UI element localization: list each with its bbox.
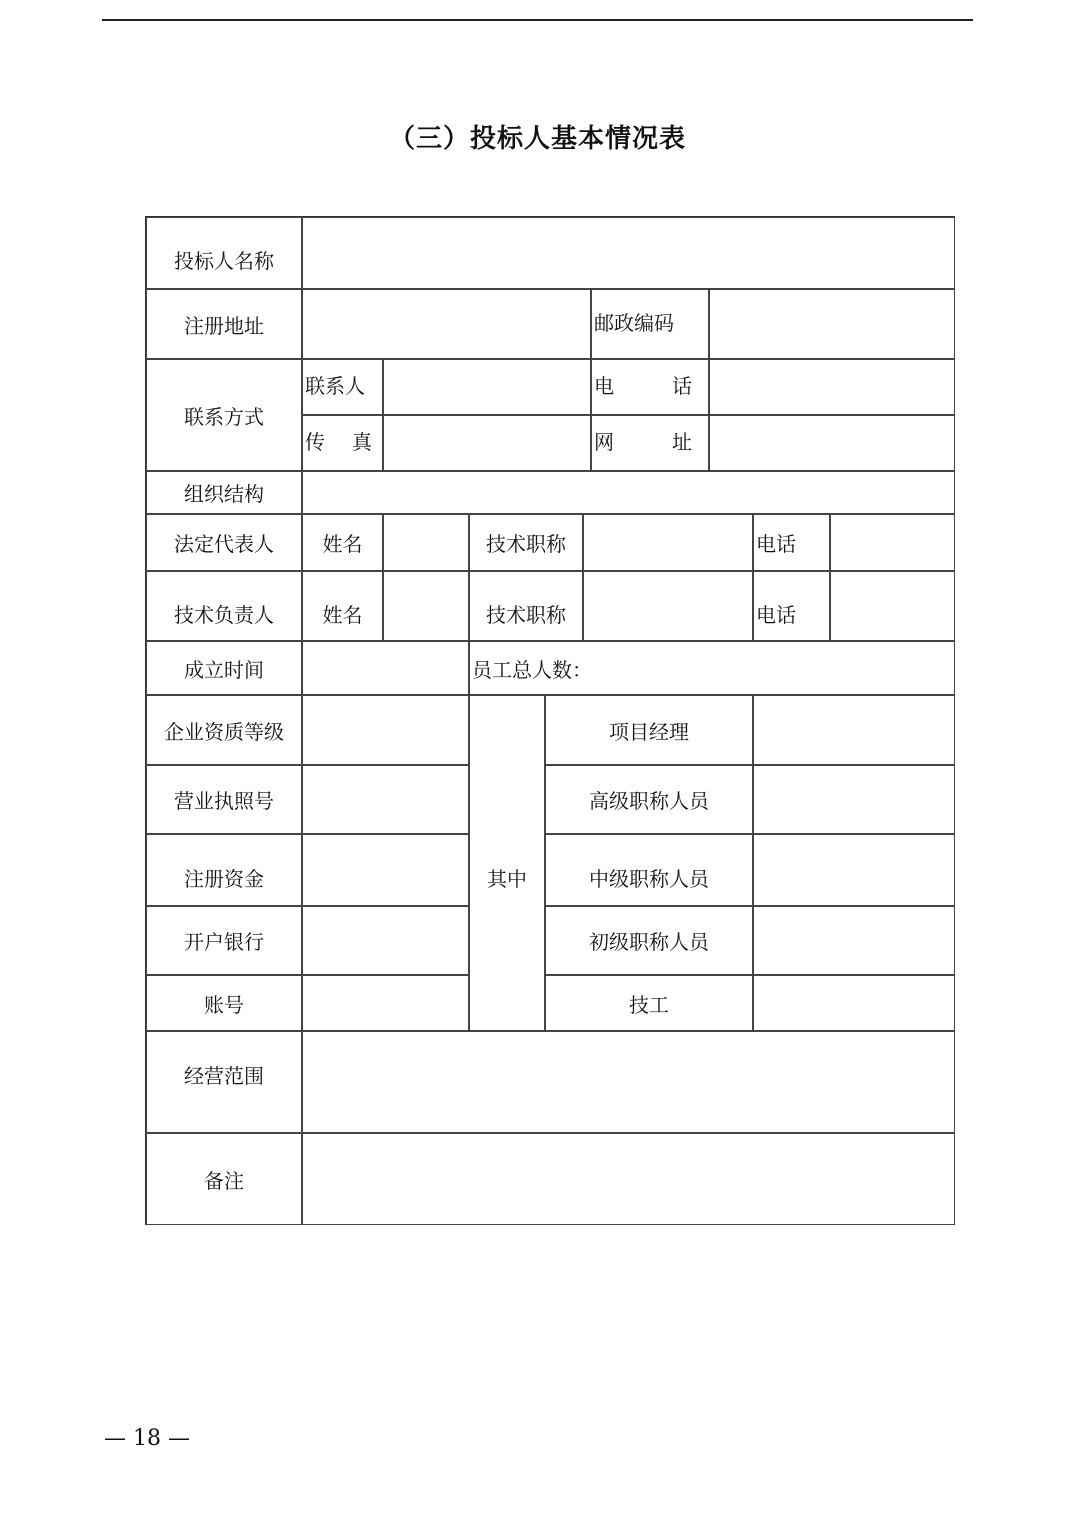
label-bank: 开户银行: [146, 906, 302, 975]
label-phone-char2: 话: [672, 374, 692, 398]
label-project-manager: 项目经理: [545, 695, 753, 765]
field-legal-rep-title[interactable]: [583, 514, 753, 571]
field-bidder-name[interactable]: [302, 217, 955, 289]
label-postal-code: 邮政编码: [591, 289, 709, 359]
label-fax: [302, 415, 383, 471]
label-tech-lead: 技术负责人: [146, 571, 302, 641]
field-reg-address[interactable]: [302, 289, 591, 359]
label-of-which: 其中: [469, 695, 545, 1031]
label-phone: [591, 359, 709, 415]
field-account[interactable]: [302, 975, 469, 1031]
field-business-scope[interactable]: [302, 1031, 955, 1133]
label-founded: 成立时间: [146, 641, 302, 695]
label-senior-staff: 高级职称人员: [545, 765, 753, 834]
label-legal-rep-title: 技术职称: [469, 514, 583, 571]
field-fax[interactable]: [383, 415, 591, 471]
header-rule: [102, 19, 973, 21]
bidder-info-table: [145, 216, 955, 1225]
field-mid-staff[interactable]: [753, 834, 955, 906]
label-license-no: 营业执照号: [146, 765, 302, 834]
field-org-structure[interactable]: [302, 471, 955, 514]
field-website[interactable]: [709, 415, 955, 471]
label-technician: 技工: [545, 975, 753, 1031]
field-bank[interactable]: [302, 906, 469, 975]
label-fax-char1: 传: [305, 430, 325, 454]
page-title: （三）投标人基本情况表: [388, 124, 686, 154]
label-qualification: 企业资质等级: [146, 695, 302, 765]
label-staff-total: 员工总人数：: [469, 641, 955, 695]
label-website-char1: 网: [594, 430, 614, 454]
field-tech-lead-phone[interactable]: [830, 571, 955, 641]
field-postal-code[interactable]: [709, 289, 955, 359]
label-fax-char2: 真: [352, 430, 372, 454]
label-phone-char1: 电: [594, 374, 614, 398]
label-reg-address: 注册地址: [146, 289, 302, 359]
label-legal-rep: 法定代表人: [146, 514, 302, 571]
label-legal-rep-name: 姓名: [302, 514, 383, 571]
field-tech-lead-name[interactable]: [383, 571, 469, 641]
label-contact-person: 联系人: [302, 359, 383, 415]
field-founded[interactable]: [302, 641, 469, 695]
label-legal-rep-phone: 电话: [753, 514, 830, 571]
label-tech-lead-name: 姓名: [302, 571, 383, 641]
field-license-no[interactable]: [302, 765, 469, 834]
field-senior-staff[interactable]: [753, 765, 955, 834]
label-junior-staff: 初级职称人员: [545, 906, 753, 975]
field-technician[interactable]: [753, 975, 955, 1031]
label-contact: 联系方式: [146, 359, 302, 471]
field-project-manager[interactable]: [753, 695, 955, 765]
field-legal-rep-name[interactable]: [383, 514, 469, 571]
field-tech-lead-title[interactable]: [583, 571, 753, 641]
field-junior-staff[interactable]: [753, 906, 955, 975]
label-business-scope: 经营范围: [146, 1031, 302, 1133]
label-org-structure: 组织结构: [146, 471, 302, 514]
page-number: — 18 —: [104, 1426, 190, 1451]
field-qualification[interactable]: [302, 695, 469, 765]
label-account: 账号: [146, 975, 302, 1031]
label-tech-lead-title: 技术职称: [469, 571, 583, 641]
label-reg-capital: 注册资金: [146, 834, 302, 906]
field-remarks[interactable]: [302, 1133, 955, 1225]
label-remarks: 备注: [146, 1133, 302, 1225]
label-website: [591, 415, 709, 471]
field-legal-rep-phone[interactable]: [830, 514, 955, 571]
label-website-char2: 址: [672, 430, 692, 454]
label-mid-staff: 中级职称人员: [545, 834, 753, 906]
label-bidder-name: 投标人名称: [146, 217, 302, 289]
field-reg-capital[interactable]: [302, 834, 469, 906]
field-contact-person[interactable]: [383, 359, 591, 415]
label-tech-lead-phone: 电话: [753, 571, 830, 641]
field-phone[interactable]: [709, 359, 955, 415]
